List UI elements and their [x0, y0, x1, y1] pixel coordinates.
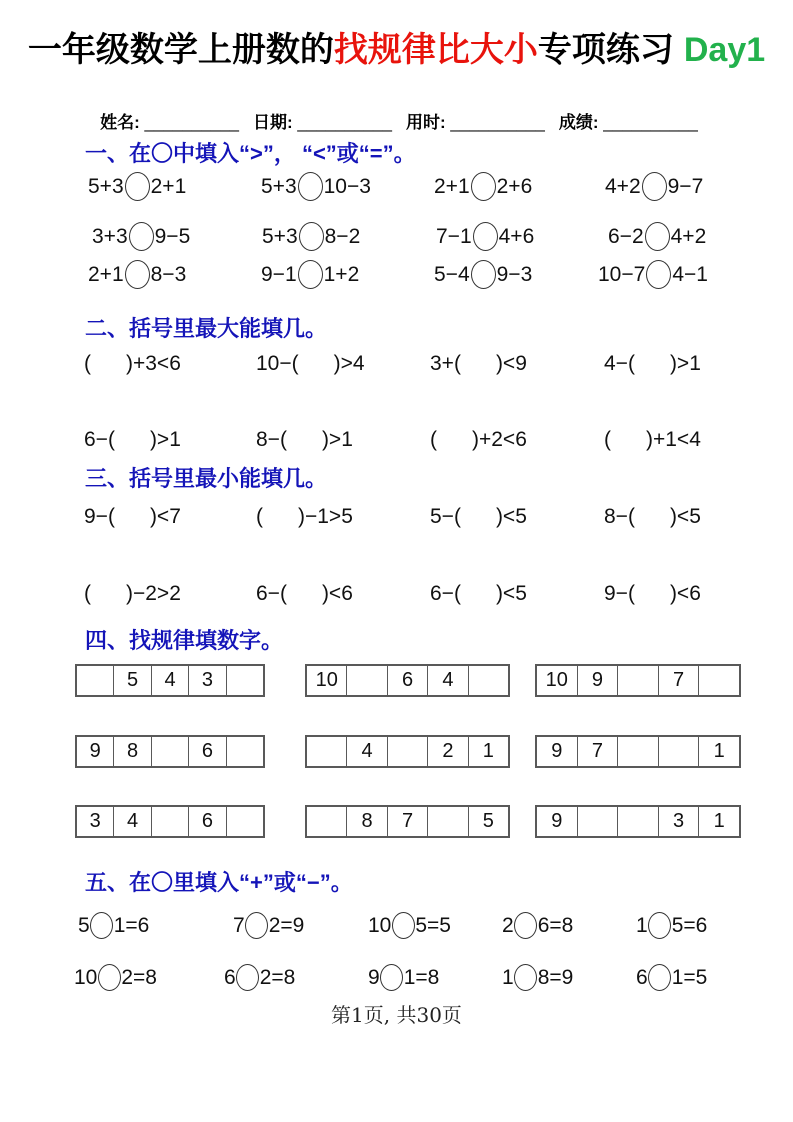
table-cell: 4	[113, 807, 150, 836]
table-cell: 5	[468, 807, 508, 836]
score-label: 成绩:	[558, 113, 604, 132]
table-cell	[226, 666, 263, 695]
page-footer: 第1页, 共30页	[331, 1003, 462, 1027]
answer-circle	[299, 222, 324, 251]
pattern-table	[305, 735, 510, 768]
min-fill-problem: 9−( )<7	[84, 505, 181, 528]
answer-circle	[298, 260, 323, 289]
operand: 1	[636, 914, 648, 937]
comparison-problem	[436, 222, 534, 251]
sign-problem	[502, 964, 573, 991]
section2-heading: 二、括号里最大能填几。	[85, 316, 328, 341]
table-cell: 6	[188, 807, 225, 836]
comparison-problem	[434, 172, 532, 201]
pattern-table	[535, 735, 741, 768]
table-cell: 10	[545, 669, 568, 691]
expression-left: 2+1	[88, 263, 124, 286]
expression-right: 1+2	[323, 263, 360, 286]
expression-right: 8−3	[150, 263, 187, 286]
page-title	[0, 22, 793, 71]
table-cell: 4	[346, 737, 386, 766]
table-cell	[151, 807, 188, 836]
pattern-table	[535, 664, 741, 697]
equation-rest: 5=6	[671, 914, 708, 937]
comparison-problem	[608, 222, 706, 251]
expression-left: 2+1	[434, 175, 470, 198]
max-fill-problem: 3+( )<9	[430, 352, 527, 375]
table-cell	[617, 666, 658, 695]
table-cell: 1	[698, 737, 739, 766]
table-cell: 7	[387, 807, 427, 836]
equation-rest: 1=5	[671, 966, 708, 989]
pattern-table	[535, 805, 741, 838]
section3-heading: 三、括号里最小能填几。	[85, 466, 328, 491]
answer-circle	[125, 260, 150, 289]
answer-circle	[648, 912, 671, 939]
max-fill-problem: 4−( )>1	[604, 352, 701, 375]
answer-circle	[648, 964, 671, 991]
operand: 2	[502, 914, 514, 937]
equation-rest: 5=5	[415, 914, 451, 937]
table-cell: 2	[427, 737, 467, 766]
expression-left: 5−4	[434, 263, 470, 286]
operand: 5	[78, 914, 90, 937]
expression-right: 9−5	[154, 225, 191, 248]
answer-circle	[125, 172, 150, 201]
equation-rest: 1=6	[113, 914, 150, 937]
table-cell	[658, 737, 699, 766]
table-cell: 3	[658, 807, 699, 836]
table-cell: 5	[113, 666, 150, 695]
answer-circle	[380, 964, 403, 991]
operand: 1	[502, 966, 514, 989]
answer-circle	[90, 912, 113, 939]
expression-left: 5+3	[88, 175, 124, 198]
answer-circle	[645, 222, 670, 251]
equation-rest: 6=8	[537, 914, 574, 937]
answer-circle	[646, 260, 671, 289]
min-fill-problem: 6−( )<5	[430, 582, 527, 605]
pattern-table	[75, 805, 265, 838]
table-cell: 6	[188, 737, 225, 766]
operand: 10	[368, 914, 392, 937]
section2-row	[84, 352, 789, 388]
pattern-table	[305, 664, 510, 697]
answer-circle	[98, 964, 121, 991]
expression-right: 9−7	[667, 175, 704, 198]
sign-problem	[233, 912, 304, 939]
expression-right: 2+1	[150, 175, 187, 198]
time-blank: __________	[450, 113, 545, 132]
expression-left: 5+3	[261, 175, 297, 198]
min-fill-problem: ( )−1>5	[256, 505, 353, 528]
operand: 6	[224, 966, 236, 989]
sign-problem	[636, 964, 707, 991]
date-blank: __________	[297, 113, 392, 132]
pattern-table	[305, 805, 510, 838]
expression-left: 5+3	[262, 225, 298, 248]
table-cell: 10	[315, 669, 338, 691]
section3-row	[84, 505, 789, 541]
table-cell	[346, 666, 386, 695]
title-part1: 一年级数学上册数的	[27, 31, 334, 69]
table-cell	[151, 737, 188, 766]
table-cell: 3	[89, 810, 101, 832]
max-fill-problem: 8−( )>1	[256, 428, 353, 451]
section5-row	[74, 964, 779, 1000]
sign-problem	[368, 912, 451, 939]
table-cell	[427, 807, 467, 836]
date-label: 日期:	[253, 113, 298, 132]
section1-heading: 一、在〇中填入“>”， “<”或“=”。	[85, 141, 416, 166]
answer-circle	[514, 912, 537, 939]
table-cell	[468, 666, 508, 695]
table-cell	[617, 737, 658, 766]
sign-problem	[78, 912, 149, 939]
min-fill-problem: ( )−2>2	[84, 582, 181, 605]
answer-circle	[298, 172, 323, 201]
comparison-problem	[88, 260, 186, 289]
comparison-problem	[598, 260, 708, 289]
min-fill-problem: 5−( )<5	[430, 505, 527, 528]
section4-heading: 四、找规律填数字。	[85, 628, 284, 653]
answer-circle	[392, 912, 415, 939]
expression-right: 2+6	[496, 175, 533, 198]
section1-row	[92, 222, 793, 258]
min-fill-problem: 9−( )<6	[604, 582, 701, 605]
comparison-problem	[434, 260, 532, 289]
comparison-problem	[261, 260, 359, 289]
equation-rest: 2=8	[259, 966, 296, 989]
table-cell	[577, 807, 618, 836]
comparison-problem	[92, 222, 190, 251]
table-cell	[77, 666, 113, 695]
table-cell	[307, 737, 346, 766]
max-fill-problem: 6−( )>1	[84, 428, 181, 451]
answer-circle	[129, 222, 154, 251]
score-blank: __________	[603, 113, 698, 132]
expression-right: 4−1	[672, 263, 708, 286]
table-cell: 8	[113, 737, 150, 766]
time-label: 用时:	[405, 113, 451, 132]
table-cell	[226, 737, 263, 766]
expression-left: 9−1	[261, 263, 297, 286]
table-cell: 6	[387, 666, 427, 695]
name-blank: __________	[144, 113, 240, 132]
pattern-table	[75, 735, 265, 768]
expression-left: 7−1	[436, 225, 472, 248]
comparison-problem	[88, 172, 186, 201]
table-cell: 9	[89, 740, 101, 762]
expression-right: 10−3	[323, 175, 371, 198]
expression-right: 4+6	[498, 225, 535, 248]
comparison-problem	[605, 172, 703, 201]
expression-left: 4+2	[605, 175, 641, 198]
expression-right: 4+2	[670, 225, 707, 248]
title-highlight: 找规律比大小	[333, 31, 538, 69]
table-cell: 9	[551, 740, 563, 762]
operand: 7	[233, 914, 245, 937]
name-label: 姓名:	[100, 113, 145, 132]
table-cell: 8	[346, 807, 386, 836]
answer-circle	[236, 964, 259, 991]
max-fill-problem: ( )+2<6	[430, 428, 527, 451]
title-part2: 专项练习	[537, 31, 674, 69]
section5-heading: 五、在〇里填入“+”或“−”。	[85, 870, 353, 895]
answer-circle	[473, 222, 498, 251]
table-cell: 4	[151, 666, 188, 695]
expression-right: 9−3	[496, 263, 533, 286]
equation-rest: 8=9	[537, 966, 574, 989]
answer-circle	[245, 912, 268, 939]
expression-left: 6−2	[608, 225, 644, 248]
table-cell: 7	[658, 666, 699, 695]
table-cell	[387, 737, 427, 766]
answer-circle	[514, 964, 537, 991]
equation-rest: 2=8	[121, 966, 157, 989]
expression-left: 10−7	[598, 263, 646, 286]
answer-circle	[471, 260, 496, 289]
section1-row	[88, 260, 793, 296]
operand: 9	[368, 966, 380, 989]
section3-row	[84, 582, 789, 618]
min-fill-problem: 8−( )<5	[604, 505, 701, 528]
sign-problem	[502, 912, 573, 939]
min-fill-problem: 6−( )<6	[256, 582, 353, 605]
table-cell: 1	[468, 737, 508, 766]
max-fill-problem: ( )+3<6	[84, 352, 181, 375]
table-cell: 4	[427, 666, 467, 695]
table-cell: 3	[188, 666, 225, 695]
expression-left: 3+3	[92, 225, 128, 248]
max-fill-problem: ( )+1<4	[604, 428, 701, 451]
table-cell: 9	[577, 666, 618, 695]
pattern-table	[75, 664, 265, 697]
operand: 6	[636, 966, 648, 989]
comparison-problem	[262, 222, 360, 251]
equation-rest: 2=9	[268, 914, 305, 937]
comparison-problem	[261, 172, 371, 201]
sign-problem	[74, 964, 157, 991]
table-cell: 9	[551, 810, 563, 832]
day-badge: Day1	[683, 31, 766, 69]
sign-problem	[224, 964, 295, 991]
section2-row	[84, 428, 789, 464]
table-cell	[698, 666, 739, 695]
sign-problem	[636, 912, 707, 939]
section1-row	[88, 172, 793, 208]
equation-rest: 1=8	[403, 966, 440, 989]
table-cell	[307, 807, 346, 836]
table-cell	[226, 807, 263, 836]
table-cell: 7	[577, 737, 618, 766]
table-cell	[617, 807, 658, 836]
answer-circle	[642, 172, 667, 201]
expression-right: 8−2	[324, 225, 361, 248]
max-fill-problem: 10−( )>4	[256, 352, 365, 375]
answer-circle	[471, 172, 496, 201]
operand: 10	[74, 966, 98, 989]
table-cell: 1	[698, 807, 739, 836]
sign-problem	[368, 964, 439, 991]
section5-row	[78, 912, 783, 948]
